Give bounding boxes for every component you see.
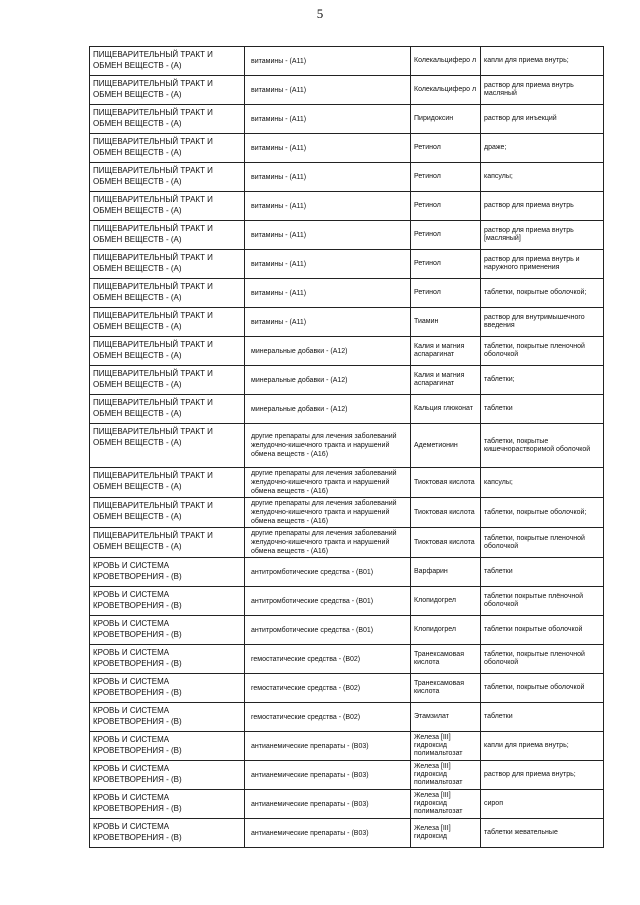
group-cell: КРОВЬ И СИСТЕМА КРОВЕТВОРЕНИЯ - (В) [90,616,245,645]
subgroup-cell: витамины - (А11) [245,47,411,76]
table-row [90,790,604,819]
drug-cell: Клопидогрел [411,587,481,616]
drug-cell: Транексамовая кислота [411,645,481,674]
drug-table [89,46,604,848]
drug-cell: Ретинол [411,250,481,279]
drug-cell: Клопидогрел [411,616,481,645]
form-cell: таблетки, покрытые пленочной оболочкой [481,528,604,558]
subgroup-cell: другие препараты для лечения заболеваний желудочно-кишечного тракта и нарушений обмена веществ - (А16) [245,424,411,468]
table-row [90,424,604,468]
table-row [90,468,604,498]
form-cell: капли для приема внутрь; [481,47,604,76]
form-cell: капли для приема внутрь; [481,732,604,761]
group-cell: ПИЩЕВАРИТЕЛЬНЫЙ ТРАКТ И ОБМЕН ВЕЩЕСТВ - (А) [90,308,245,337]
form-cell: таблетки; [481,366,604,395]
table-row [90,558,604,587]
table-row [90,192,604,221]
drug-cell: Железа [III] гидроксид полимальтозат [411,761,481,790]
group-cell: КРОВЬ И СИСТЕМА КРОВЕТВОРЕНИЯ - (В) [90,732,245,761]
page-number: 5 [316,6,324,21]
subgroup-cell: другие препараты для лечения заболеваний желудочно-кишечного тракта и нарушений обмена веществ - (А16) [245,498,411,528]
group-cell: ПИЩЕВАРИТЕЛЬНЫЙ ТРАКТ И ОБМЕН ВЕЩЕСТВ - (А) [90,76,245,105]
subgroup-cell: витамины - (А11) [245,105,411,134]
form-cell: таблетки [481,558,604,587]
form-cell: таблетки, покрытые пленочной оболочкой [481,337,604,366]
form-cell: драже; [481,134,604,163]
subgroup-cell: антианемические препараты - (В03) [245,732,411,761]
group-cell: ПИЩЕВАРИТЕЛЬНЫЙ ТРАКТ И ОБМЕН ВЕЩЕСТВ - (А) [90,47,245,76]
form-cell: раствор для приема внутрь масляный [481,76,604,105]
form-cell: раствор для приема внутрь; [481,761,604,790]
group-cell: ПИЩЕВАРИТЕЛЬНЫЙ ТРАКТ И ОБМЕН ВЕЩЕСТВ - (А) [90,105,245,134]
group-cell: ПИЩЕВАРИТЕЛЬНЫЙ ТРАКТ И ОБМЕН ВЕЩЕСТВ - (А) [90,468,245,498]
subgroup-cell: витамины - (А11) [245,76,411,105]
group-cell: КРОВЬ И СИСТЕМА КРОВЕТВОРЕНИЯ - (В) [90,645,245,674]
table-row [90,105,604,134]
form-cell: таблетки жевательные [481,819,604,848]
table-row [90,308,604,337]
group-cell: КРОВЬ И СИСТЕМА КРОВЕТВОРЕНИЯ - (В) [90,558,245,587]
table-row [90,819,604,848]
drug-cell: Железа [III] гидроксид полимальтозат [411,732,481,761]
drug-cell: Калия и магния аспарагинат [411,366,481,395]
group-cell: ПИЩЕВАРИТЕЛЬНЫЙ ТРАКТ И ОБМЕН ВЕЩЕСТВ - (А) [90,134,245,163]
group-cell: ПИЩЕВАРИТЕЛЬНЫЙ ТРАКТ И ОБМЕН ВЕЩЕСТВ - (А) [90,279,245,308]
group-cell: КРОВЬ И СИСТЕМА КРОВЕТВОРЕНИЯ - (В) [90,703,245,732]
table-row [90,395,604,424]
form-cell: таблетки, покрытые оболочкой; [481,279,604,308]
subgroup-cell: минеральные добавки - (А12) [245,395,411,424]
table-row [90,337,604,366]
drug-cell: Ретинол [411,134,481,163]
subgroup-cell: другие препараты для лечения заболеваний желудочно-кишечного тракта и нарушений обмена веществ - (А16) [245,468,411,498]
drug-cell: Тиоктовая кислота [411,528,481,558]
subgroup-cell: антитромботические средства - (В01) [245,616,411,645]
drug-cell: Ретинол [411,192,481,221]
drug-cell: Тиоктовая кислота [411,468,481,498]
table-row [90,732,604,761]
group-cell: ПИЩЕВАРИТЕЛЬНЫЙ ТРАКТ И ОБМЕН ВЕЩЕСТВ - (А) [90,366,245,395]
subgroup-cell: минеральные добавки - (А12) [245,337,411,366]
group-cell: ПИЩЕВАРИТЕЛЬНЫЙ ТРАКТ И ОБМЕН ВЕЩЕСТВ - (А) [90,424,245,468]
subgroup-cell: другие препараты для лечения заболеваний желудочно-кишечного тракта и нарушений обмена веществ - (А16) [245,528,411,558]
group-cell: ПИЩЕВАРИТЕЛЬНЫЙ ТРАКТ И ОБМЕН ВЕЩЕСТВ - (А) [90,498,245,528]
table-row [90,47,604,76]
group-cell: ПИЩЕВАРИТЕЛЬНЫЙ ТРАКТ И ОБМЕН ВЕЩЕСТВ - (А) [90,395,245,424]
subgroup-cell: антианемические препараты - (В03) [245,819,411,848]
drug-cell: Тиамин [411,308,481,337]
form-cell: таблетки, покрытые пленочной оболочкой [481,645,604,674]
form-cell: раствор для инъекций [481,105,604,134]
group-cell: КРОВЬ И СИСТЕМА КРОВЕТВОРЕНИЯ - (В) [90,587,245,616]
subgroup-cell: антианемические препараты - (В03) [245,761,411,790]
drug-cell: Кальция глюконат [411,395,481,424]
form-cell: таблетки покрытые плёночной оболочкой [481,587,604,616]
drug-cell: Калия и магния аспарагинат [411,337,481,366]
subgroup-cell: гемостатические средства - (В02) [245,703,411,732]
form-cell: капсулы; [481,468,604,498]
group-cell: КРОВЬ И СИСТЕМА КРОВЕТВОРЕНИЯ - (В) [90,819,245,848]
form-cell: таблетки [481,703,604,732]
group-cell: КРОВЬ И СИСТЕМА КРОВЕТВОРЕНИЯ - (В) [90,790,245,819]
drug-cell: Железа [III] гидроксид полимальтозат [411,790,481,819]
group-cell: ПИЩЕВАРИТЕЛЬНЫЙ ТРАКТ И ОБМЕН ВЕЩЕСТВ - (А) [90,250,245,279]
table-row [90,616,604,645]
form-cell: раствор для приема внутрь [481,192,604,221]
table-row [90,76,604,105]
group-cell: ПИЩЕВАРИТЕЛЬНЫЙ ТРАКТ И ОБМЕН ВЕЩЕСТВ - (А) [90,337,245,366]
subgroup-cell: гемостатические средства - (В02) [245,645,411,674]
subgroup-cell: гемостатические средства - (В02) [245,674,411,703]
table-row [90,221,604,250]
subgroup-cell: витамины - (А11) [245,163,411,192]
form-cell: раствор для приема внутрь и наружного применения [481,250,604,279]
table-row [90,528,604,558]
table-row [90,761,604,790]
subgroup-cell: витамины - (А11) [245,279,411,308]
drug-cell: Колекальциферо л [411,47,481,76]
table-row [90,134,604,163]
group-cell: ПИЩЕВАРИТЕЛЬНЫЙ ТРАКТ И ОБМЕН ВЕЩЕСТВ - (А) [90,221,245,250]
table-row [90,498,604,528]
subgroup-cell: витамины - (А11) [245,192,411,221]
subgroup-cell: витамины - (А11) [245,221,411,250]
subgroup-cell: витамины - (А11) [245,250,411,279]
subgroup-cell: минеральные добавки - (А12) [245,366,411,395]
subgroup-cell: витамины - (А11) [245,134,411,163]
drug-cell: Колекальциферо л [411,76,481,105]
form-cell: раствор для внутримышечного введения [481,308,604,337]
drug-cell: Варфарин [411,558,481,587]
drug-cell: Ретинол [411,279,481,308]
form-cell: таблетки [481,395,604,424]
group-cell: КРОВЬ И СИСТЕМА КРОВЕТВОРЕНИЯ - (В) [90,674,245,703]
drug-cell: Транексамовая кислота [411,674,481,703]
group-cell: КРОВЬ И СИСТЕМА КРОВЕТВОРЕНИЯ - (В) [90,761,245,790]
subgroup-cell: антианемические препараты - (В03) [245,790,411,819]
drug-cell: Адеметионин [411,424,481,468]
table-row [90,250,604,279]
drug-cell: Ретинол [411,163,481,192]
group-cell: ПИЩЕВАРИТЕЛЬНЫЙ ТРАКТ И ОБМЕН ВЕЩЕСТВ - (А) [90,528,245,558]
table-row [90,279,604,308]
table-row [90,703,604,732]
form-cell: капсулы; [481,163,604,192]
drug-cell: Ретинол [411,221,481,250]
drug-cell: Железа [III] гидроксид [411,819,481,848]
group-cell: ПИЩЕВАРИТЕЛЬНЫЙ ТРАКТ И ОБМЕН ВЕЩЕСТВ - (А) [90,192,245,221]
table-row [90,587,604,616]
subgroup-cell: витамины - (А11) [245,308,411,337]
group-cell: ПИЩЕВАРИТЕЛЬНЫЙ ТРАКТ И ОБМЕН ВЕЩЕСТВ - (А) [90,163,245,192]
form-cell: раствор для приема внутрь [масляный] [481,221,604,250]
form-cell: таблетки, покрытые оболочкой [481,674,604,703]
form-cell: таблетки, покрытые кишечнорастворимой оболочкой [481,424,604,468]
form-cell: таблетки покрытые оболочкой [481,616,604,645]
drug-cell: Этамзилат [411,703,481,732]
form-cell: таблетки, покрытые оболочкой; [481,498,604,528]
table-row [90,366,604,395]
table-row [90,645,604,674]
drug-cell: Пиридоксин [411,105,481,134]
subgroup-cell: антитромботические средства - (В01) [245,587,411,616]
table-row [90,163,604,192]
subgroup-cell: антитромботические средства - (В01) [245,558,411,587]
form-cell: сироп [481,790,604,819]
drug-cell: Тиоктовая кислота [411,498,481,528]
table-row [90,674,604,703]
